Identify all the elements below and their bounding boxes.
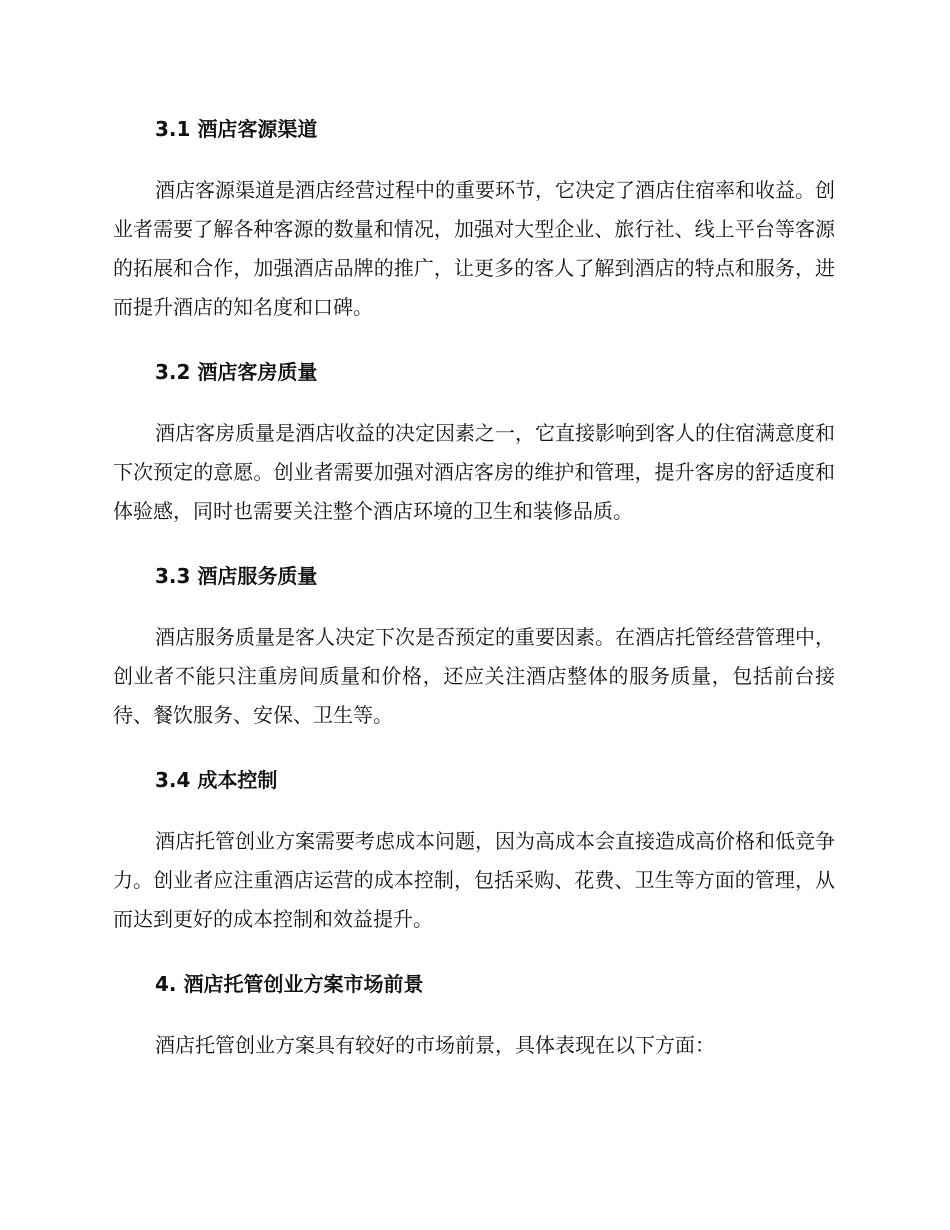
- section-paragraph-3-3: 酒店服务质量是客人决定下次是否预定的重要因素。在酒店托管经营管理中，创业者不能只注重房间质量和价格，还应关注酒店整体的服务质量，包括前台接待、餐饮服务、安保、卫生等。: [113, 625, 835, 727]
- section-heading-4: 4. 酒店托管创业方案市场前景: [155, 972, 424, 996]
- document-body: [113, 112, 835, 1065]
- section-paragraph-4: 酒店托管创业方案具有较好的市场前景，具体表现在以下方面：: [155, 1033, 715, 1057]
- section-heading-3-2: 3.2 酒店客房质量: [155, 360, 318, 384]
- section-heading-3-3: 3.3 酒店服务质量: [155, 564, 318, 588]
- section-heading-3-1: 3.1 酒店客源渠道: [155, 117, 318, 141]
- section-paragraph-3-2: 酒店客房质量是酒店收益的决定因素之一，它直接影响到客人的住宿满意度和下次预定的意愿。创业者需要加强对酒店客房的维护和管理，提升客房的舒适度和体验感，同时也需要关注整个酒店环境的卫生和装修品质。: [113, 421, 835, 523]
- section-heading-3-4: 3.4 成本控制: [155, 768, 278, 792]
- section-paragraph-3-4: 酒店托管创业方案需要考虑成本问题，因为高成本会直接造成高价格和低竞争力。创业者应注重酒店运营的成本控制，包括采购、花费、卫生等方面的管理，从而达到更好的成本控制和效益提升。: [113, 829, 835, 931]
- section-paragraph-3-1: 酒店客源渠道是酒店经营过程中的重要环节，它决定了酒店住宿率和收益。创业者需要了解各种客源的数量和情况，加强对大型企业、旅行社、线上平台等客源的拓展和合作，加强酒店品牌的推广，让更多的客人了解到酒店的特点和服务，进而提升酒店的知名度和口碑。: [113, 178, 835, 319]
